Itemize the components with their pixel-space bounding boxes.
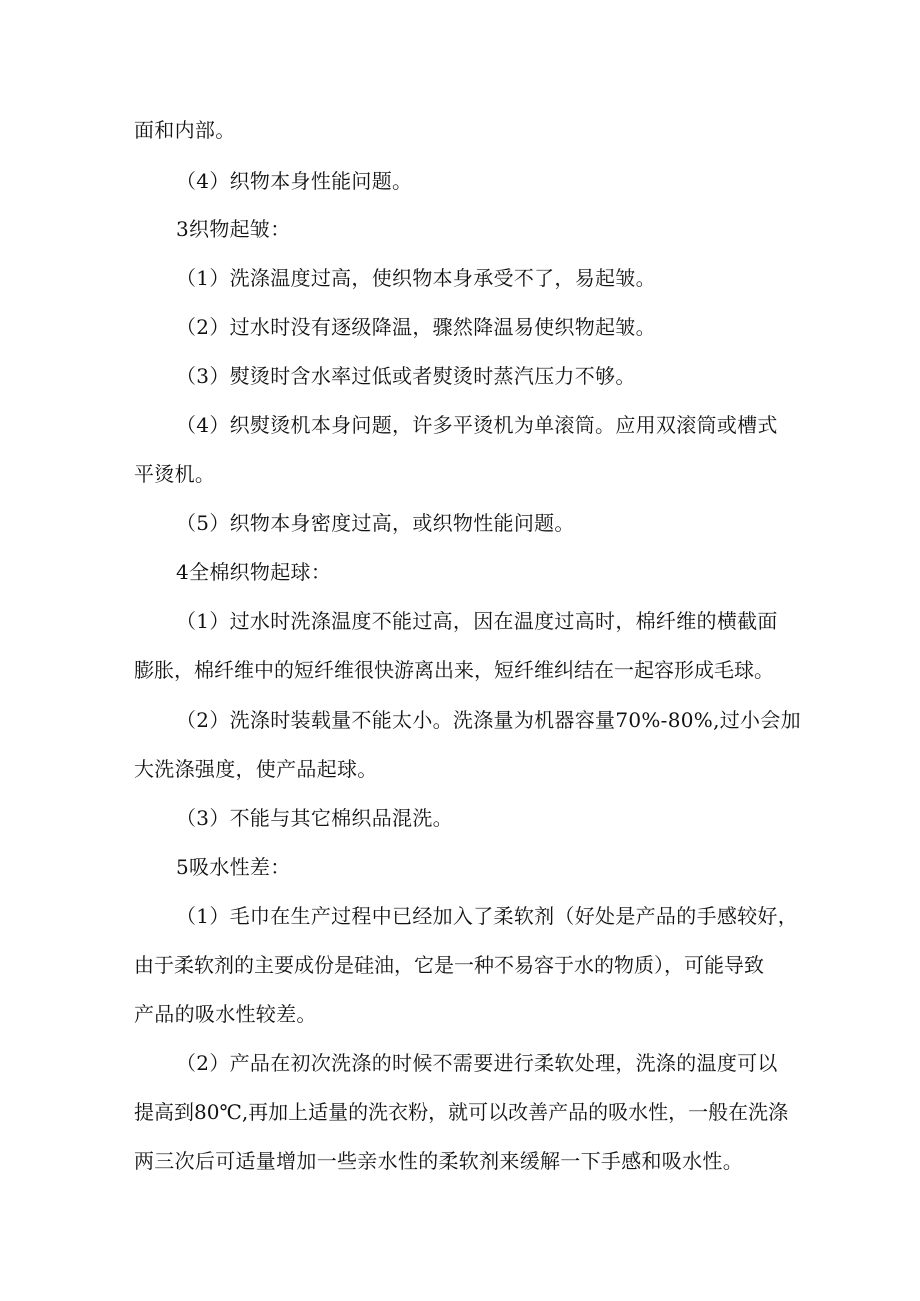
paragraph-line: （3）熨烫时含水率过低或者熨烫时蒸汽压力不够。	[176, 364, 636, 388]
paragraph-line: 提高到80℃,再加上适量的洗衣粉，就可以改善产品的吸水性，一般在洗涤	[134, 1100, 789, 1124]
paragraph-line: 平烫机。	[134, 462, 216, 486]
section-heading: 3织物起皱：	[176, 217, 291, 241]
paragraph-line: 两三次后可适量增加一些亲水性的柔软剂来缓解一下手感和吸水性。	[134, 1149, 743, 1173]
paragraph-line: （5）织物本身密度过高，或织物性能问题。	[176, 511, 575, 535]
paragraph-line: （1）洗涤温度过高，使织物本身承受不了，易起皱。	[176, 266, 656, 290]
paragraph-line: （4）织熨烫机本身问题，许多平烫机为单滚筒。应用双滚筒或槽式	[176, 413, 778, 437]
paragraph-line: （4）织物本身性能问题。	[176, 169, 413, 193]
paragraph-line: 由于柔软剂的主要成份是硅油，它是一种不易容于水的物质），可能导致	[134, 953, 764, 977]
paragraph-line: 产品的吸水性较差。	[134, 1002, 317, 1026]
paragraph-line: 膨胀，棉纤维中的短纤维很快游离出来，短纤维纠结在一起容形成毛球。	[134, 658, 774, 682]
section-heading: 5吸水性差：	[176, 855, 291, 879]
paragraph-line: 大洗涤强度，使产品起球。	[134, 757, 378, 781]
section-heading: 4全棉织物起球：	[176, 560, 332, 584]
paragraph-line: （1）毛巾在生产过程中已经加入了柔软剂（好处是产品的手感较好，	[176, 904, 799, 928]
paragraph-line: （2）洗涤时装载量不能太小。洗涤量为机器容量70%-80%,过小会加	[176, 708, 801, 732]
paragraph-line: （2）产品在初次洗涤的时候不需要进行柔软处理，洗涤的温度可以	[176, 1051, 778, 1075]
paragraph-line: 面和内部。	[134, 118, 236, 142]
paragraph-line: （3）不能与其它棉织品混洗。	[176, 806, 453, 830]
paragraph-line: （2）过水时没有逐级降温，骤然降温易使织物起皱。	[176, 315, 656, 339]
paragraph-line: （1）过水时洗涤温度不能过高，因在温度过高时，棉纤维的横截面	[176, 609, 778, 633]
